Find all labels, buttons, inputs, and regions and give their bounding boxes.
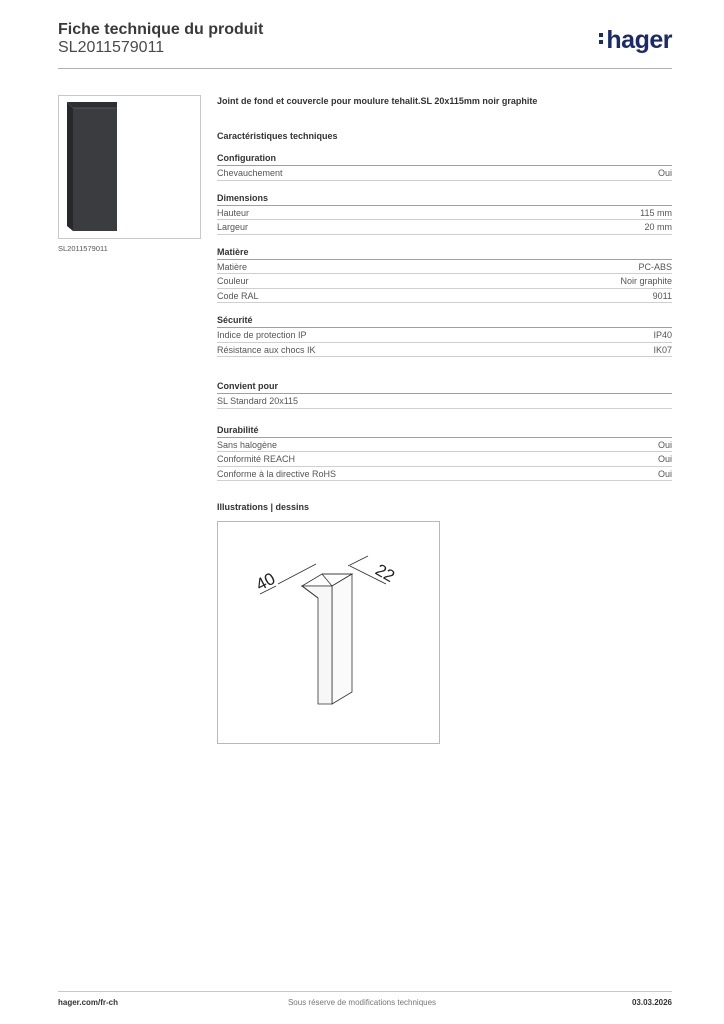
spec-value: Oui bbox=[657, 468, 672, 479]
spec-group bbox=[217, 313, 672, 357]
spec-groups bbox=[217, 151, 672, 481]
spec-label: Matière bbox=[217, 261, 248, 272]
spec-label: Conformité REACH bbox=[217, 454, 296, 464]
spec-row bbox=[217, 220, 672, 235]
spec-label: Couleur bbox=[217, 276, 249, 286]
spec-group-title: Sécurité bbox=[217, 313, 672, 328]
product-image bbox=[58, 95, 201, 239]
spec-group-title: Durabilité bbox=[217, 423, 672, 438]
spec-label: Sans halogène bbox=[217, 439, 278, 450]
spec-group-title: Convient pour bbox=[217, 379, 672, 394]
spec-group-title: Configuration bbox=[217, 151, 672, 166]
spec-row bbox=[217, 206, 672, 221]
product-description: Joint de fond et couvercle pour moulure tehalit.SL 20x115mm noir graphite bbox=[217, 96, 538, 106]
spec-row bbox=[217, 452, 672, 467]
spec-row bbox=[217, 260, 672, 275]
spec-label: Indice de protection IP bbox=[217, 330, 307, 340]
spec-group bbox=[217, 191, 672, 235]
dimension-22-label: 22 bbox=[372, 560, 398, 587]
spec-row bbox=[217, 394, 672, 409]
dimension-40-label: 40 bbox=[252, 568, 279, 595]
spec-group bbox=[217, 423, 672, 482]
logo-dots-icon bbox=[599, 30, 604, 46]
spec-row bbox=[217, 166, 672, 181]
spec-label: Chevauchement bbox=[217, 168, 283, 178]
header-divider bbox=[58, 68, 672, 69]
spec-content bbox=[217, 96, 672, 512]
spec-group bbox=[217, 245, 672, 304]
spec-value: Oui bbox=[657, 454, 672, 464]
technical-drawing bbox=[217, 521, 440, 744]
spec-value: 9011 bbox=[652, 290, 672, 301]
spec-row bbox=[217, 467, 672, 482]
spec-section-title: Caractéristiques techniques bbox=[217, 131, 338, 141]
document-title: Fiche technique du produit bbox=[58, 21, 264, 38]
logo-text: hager bbox=[606, 26, 672, 54]
spec-label: SL Standard 20x115 bbox=[217, 396, 299, 406]
spec-label: Conforme à la directive RoHS bbox=[217, 468, 337, 479]
spec-label: Largeur bbox=[217, 222, 249, 232]
hager-logo[interactable] bbox=[599, 26, 672, 55]
spec-row bbox=[217, 328, 672, 343]
spec-value: IP40 bbox=[653, 330, 672, 340]
footer-date: 03.03.2026 bbox=[631, 998, 672, 1007]
spec-row bbox=[217, 274, 672, 289]
spec-value: IK07 bbox=[653, 344, 672, 355]
spec-row bbox=[217, 289, 672, 304]
spec-group-title: Matière bbox=[217, 245, 672, 260]
product-photo-icon bbox=[59, 96, 200, 238]
product-image-caption: SL2011579011 bbox=[58, 244, 108, 253]
spec-label: Code RAL bbox=[217, 290, 259, 301]
spec-value: Oui bbox=[657, 168, 672, 178]
spec-value: Oui bbox=[657, 439, 672, 450]
spec-value: Noir graphite bbox=[620, 276, 672, 286]
spec-group bbox=[217, 151, 672, 181]
spec-row bbox=[217, 343, 672, 358]
document-reference: SL2011579011 bbox=[58, 39, 165, 56]
spec-label: Hauteur bbox=[217, 207, 250, 218]
spec-group bbox=[217, 379, 672, 409]
footer-notice: Sous réserve de modifications techniques bbox=[287, 998, 437, 1007]
illustrations-title: Illustrations | dessins bbox=[217, 502, 310, 512]
spec-row bbox=[217, 438, 672, 453]
dimension-drawing-icon bbox=[218, 522, 439, 743]
footer-divider bbox=[58, 991, 672, 992]
spec-value: 20 mm bbox=[644, 222, 672, 232]
spec-value: PC-ABS bbox=[638, 261, 672, 272]
spec-value: 115 mm bbox=[640, 207, 672, 218]
spec-group-title: Dimensions bbox=[217, 191, 672, 206]
spec-label: Résistance aux chocs IK bbox=[217, 344, 316, 355]
footer-website-link[interactable]: hager.com/fr-ch bbox=[58, 998, 119, 1007]
